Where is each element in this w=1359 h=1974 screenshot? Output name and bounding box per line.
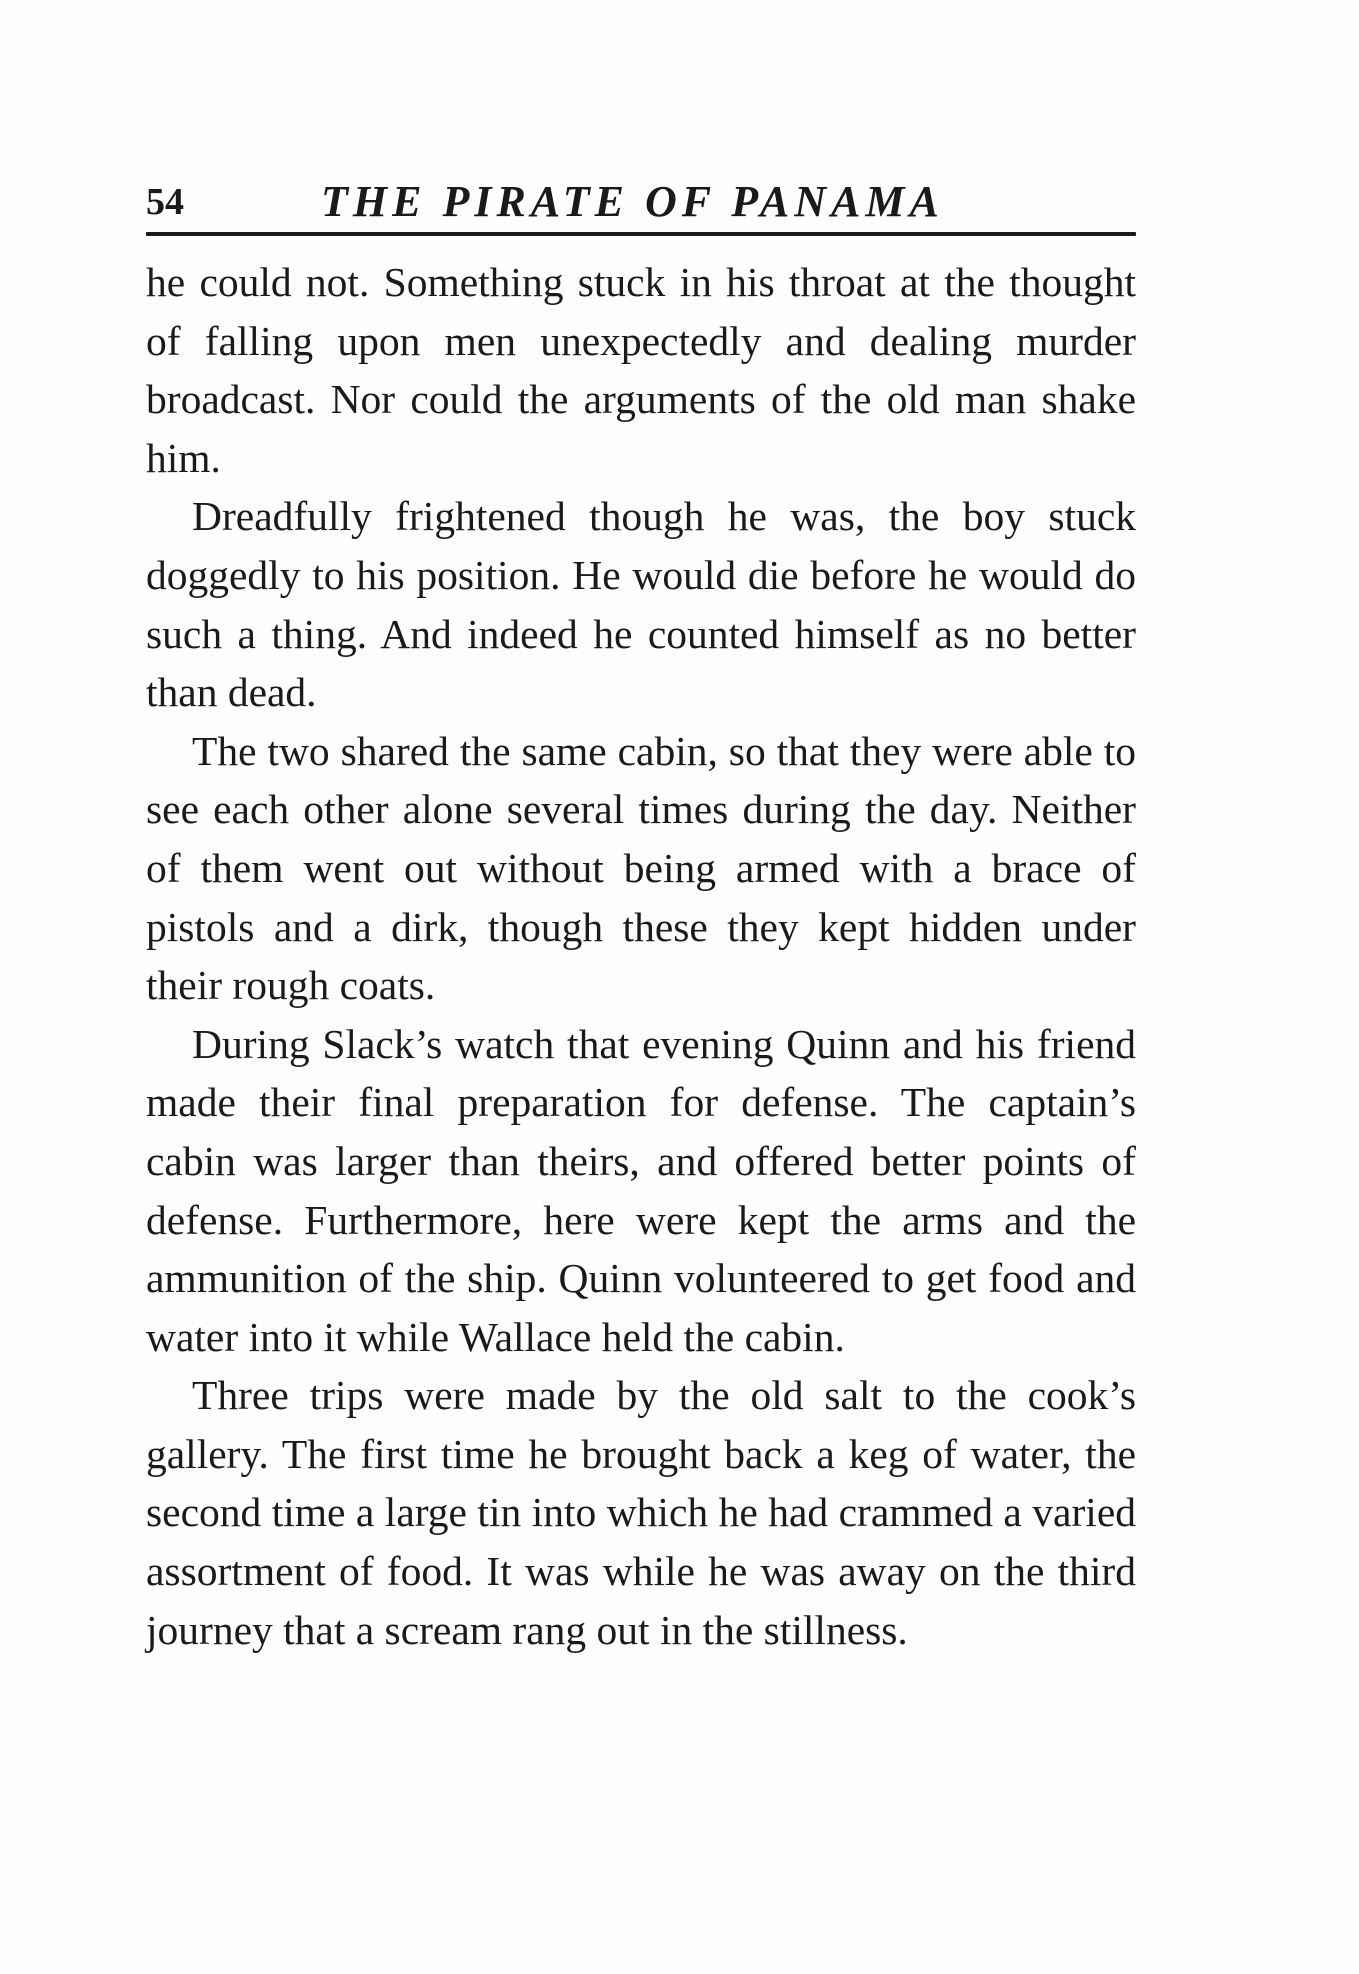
paragraph: Dreadfully frightened though he was, the boy stuck doggedly to his position. He would die before he would do such a thing. And indeed he counted himself as no better than dead. bbox=[146, 493, 1136, 716]
paragraph: he could not. Something stuck in his throat at the thought of falling upon men unexpectedly and dealing murder broadcast. Nor could the arguments of the old man shake him. bbox=[146, 259, 1136, 481]
running-title: THE PIRATE OF PANAMA bbox=[321, 177, 944, 226]
body-text bbox=[146, 253, 1136, 1659]
header-rule bbox=[146, 232, 1136, 236]
paragraph: The two shared the same cabin, so that they were able to see each other alone several times during the day. Neither of them went out without being armed with a brace of pistols and a dirk, though these they kept hidden under their rough coats. bbox=[146, 727, 1136, 1009]
paragraph: During Slack’s watch that evening Quinn and his friend made their final preparation for defense. The captain’s cabin was larger than theirs, and offered better points of defense. Furthermore, here were kept the arms and the ammunition of the ship. Quinn volunteered to get food and water into it while Wallace held the cabin. bbox=[146, 1020, 1136, 1360]
paragraph: Three trips were made by the old salt to the cook’s gallery. The first time he brought back a keg of water, the second time a large tin into which he had crammed a varied assortment of food. It was while he was away on the third journey that a scream rang out in the stillness. bbox=[146, 1372, 1136, 1653]
page-number: 54 bbox=[146, 181, 184, 223]
page-header bbox=[146, 176, 1136, 228]
